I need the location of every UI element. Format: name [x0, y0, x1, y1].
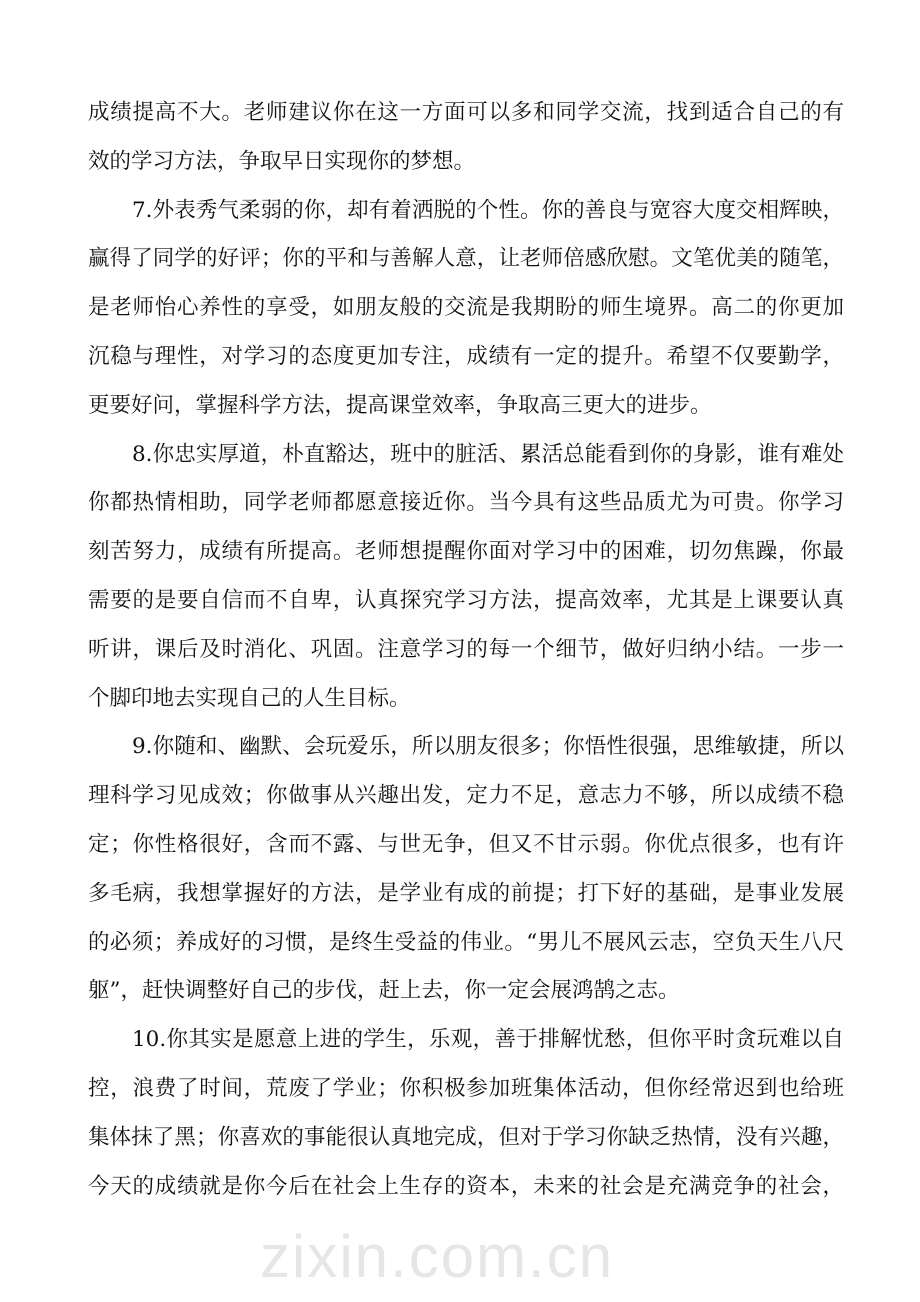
- text-line: 听讲，课后及时消化、巩固。注意学习的每一个细节，做好归纳小结。一步一: [88, 636, 844, 662]
- watermark: zixin.com.cn: [260, 1223, 615, 1290]
- text-line: 控，浪费了时间，荒废了学业；你积极参加班集体活动，但你经常迟到也给班: [88, 1075, 844, 1101]
- text-line: 理科学习见成效；你做事从兴趣出发，定力不足，意志力不够，所以成绩不稳: [88, 783, 844, 809]
- text-line: 7.外表秀气柔弱的你，却有着洒脱的个性。你的善良与宽容大度交相辉映，: [132, 197, 844, 223]
- text-line: 今天的成绩就是你今后在社会上生存的资本，未来的社会是充满竞争的社会，: [88, 1173, 844, 1199]
- text-line: 成绩提高不大。老师建议你在这一方面可以多和同学交流，找到适合自己的有: [88, 100, 844, 125]
- text-line: 的必须；养成好的习惯，是终生受益的伟业。“男儿不展风云志，空负天生八尺: [88, 929, 844, 955]
- text-line: 刻苦努力，成绩有所提高。老师想提醒你面对学习中的困难，切勿焦躁，你最: [88, 539, 844, 565]
- text-line: 需要的是要自信而不自卑，认真探究学习方法，提高效率，尤其是上课要认真: [88, 587, 844, 613]
- document-body: [88, 89, 844, 1211]
- text-line: 集体抹了黑；你喜欢的事能很认真地完成，但对于学习你缺乏热情，没有兴趣，: [88, 1124, 844, 1150]
- text-line: 个脚印地去实现自己的人生目标。: [88, 685, 411, 711]
- text-line: 你都热情相助，同学老师都愿意接近你。当今具有这些品质尤为可贵。你学习: [88, 490, 844, 516]
- text-line: 更要好问，掌握科学方法，提高课堂效率，争取高三更大的进步。: [88, 392, 712, 418]
- text-line: 效的学习方法，争取早日实现你的梦想。: [88, 148, 476, 174]
- text-line: 多毛病，我想掌握好的方法，是学业有成的前提；打下好的基础，是事业发展: [88, 880, 844, 906]
- text-line: 沉稳与理性，对学习的态度更加专注，成绩有一定的提升。希望不仅要勤学，: [88, 343, 844, 369]
- text-line: 是老师怡心养性的享受，如朋友般的交流是我期盼的师生境界。高二的你更加: [88, 295, 844, 321]
- text-line: 定；你性格很好，含而不露、与世无争，但又不甘示弱。你优点很多，也有许: [88, 831, 844, 857]
- text-line: 8.你忠实厚道，朴直豁达，班中的脏活、累活总能看到你的身影，谁有难处: [132, 441, 844, 467]
- text-line: 10.你其实是愿意上进的学生，乐观，善于排解忧愁，但你平时贪玩难以自: [132, 1027, 844, 1053]
- text-line: 9.你随和、幽默、会玩爱乐，所以朋友很多；你悟性很强，思维敏捷，所以: [132, 734, 844, 760]
- text-line: 躯”，赶快调整好自己的步伐，赶上去，你一定会展鸿鹄之志。: [88, 978, 680, 1004]
- text-line: 赢得了同学的好评；你的平和与善解人意，让老师倍感欣慰。文笔优美的随笔，: [88, 246, 844, 272]
